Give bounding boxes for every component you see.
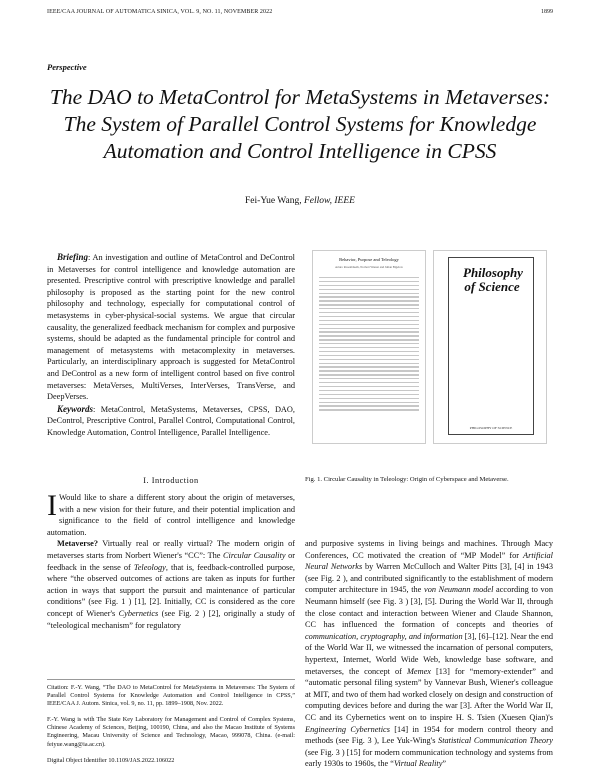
briefing-text: : An investigation and outline of MetaControl and DeControl in Metaverses for control intelligence and knowledge automation are presented. Prescriptive control with prescriptive knowledge and parallel philosophy is proposed as the starting point for the new control philosophy and technology, especially for computational control of metasystems in cyber-physical-social systems. We argue that circular causality, the generalized feedback mechanism for complex and purposive systems, should be adapted as the fundamental principle for control and management of metasystems with metacomplexity in metaverses. Particularly, an interdisciplinary approach is suggested for MetaControl and DeControl as a new form of intelligent control based on five control metaverses: MetaVerses, MultiVerses, InterVerses, TransVerse, and DeepVerses.	[47, 253, 295, 402]
abstract-block	[47, 252, 295, 439]
affiliation-footnote: F.-Y. Wang is with The State Key Laboratory for Management and Control of Complex Systems, Chinese Academy of Sciences, Beijing, 100190, China, and also the Macao Institute of Systems Engineering, Macau University of Science and Technology, Macao, 999078, China. (e-mail: feiyue.wang@ia.ac.cn).	[47, 716, 295, 748]
intro-body	[47, 489, 295, 631]
keywords-text: : MetaControl, MetaSystems, Metaverses, CPSS, DAO, DeControl, Prescriptive Control, Parallel Control, Computational Control, Knowledge Automation, Control Intelligence, Parallel Intelligence.	[47, 404, 295, 437]
figure-caption: Fig. 1. Circular Causality in Teleology: Origin of Cyberspace and Metaverse.	[305, 476, 509, 483]
rt-a: and purposive systems in living beings and machines. Through Macy Conferences, CC motivated the creation of “MP Model” for	[305, 539, 553, 560]
journal-cover-image	[433, 250, 547, 444]
author-name: Fei-Yue Wang,	[245, 196, 302, 206]
page-number: 1899	[541, 9, 553, 15]
rt-ec: Engineering Cybernetics	[305, 724, 390, 734]
intro-heading: I. Introduction	[143, 476, 199, 485]
intro-p2-a: Virtually real or really virtual? The modern origin of metaverses starts from Norbert Wiener's “CC”: The	[47, 539, 295, 560]
article-title: Behavior, Purpose and Teleology	[339, 257, 399, 262]
cover-title: Philosophy of Science	[463, 265, 523, 294]
rt-g: (see Fig. 3 ) [15] for modern communication technology and systems from early 1930s to 1960s, the “	[305, 747, 553, 769]
briefing-label: Briefing	[57, 252, 89, 262]
figure-1	[312, 250, 545, 442]
journal-header: IEEE/CAA JOURNAL OF AUTOMATICA SINICA, VOL. 9, NO. 11, NOVEMBER 2022	[47, 9, 273, 15]
rt-h: ”	[442, 759, 447, 769]
intro-paragraph-1	[47, 489, 295, 538]
rt-e: [13] for “memory-extender” and “automatic personal filing system” by Vannevar Bush, Wiener's colleague at MIT, and two of them had worked closely on design and construction of computing devices before and during the war [3]. After the World War II, CC and its Cybernetics went on to inspire H. S. Tsien (Xuesen Qian)'s	[305, 666, 553, 722]
rt-cci: communication, cryptography, and information	[305, 631, 463, 641]
rt-ann: Artificial Neural Networks	[305, 550, 553, 572]
cover-frame	[448, 257, 534, 435]
rt-b: by Warren McCulloch and Walter Pitts [3], [4] in 1943 (see Fig. 2 ), and contributed significantly to the establishment of modern computer architecture in 1945, the	[305, 562, 554, 595]
rt-sct: Statistical Communication Theory	[438, 736, 553, 746]
section-label: Perspective	[47, 62, 87, 72]
intro-paragraph-2	[47, 538, 295, 631]
keywords-paragraph	[47, 404, 295, 439]
intro-p2-d: (see Fig. 2 ) [2], originally a study of “teleological mechanism” for regulatory	[47, 608, 295, 630]
intro-p2-circular: Circular Causality	[222, 550, 286, 560]
paper-title: The DAO to MetaControl for MetaSystems in Metaverses: The System of Parallel Control Systems for Knowledge Automation and Control Intelligence in CPSS	[49, 85, 551, 163]
rt-c: according to von Neumann himself (see Fig. 3 ) [3], [5]. During the World War II, through the close contact and interaction between Wiener and Claude Shannon, CC has influenced the formation of concepts and theories of	[305, 585, 553, 630]
author-line	[0, 196, 600, 206]
right-paragraph	[305, 538, 553, 770]
rt-vn: von Neumann model	[424, 585, 494, 595]
citation-footnote: Citation: F.-Y. Wang, “The DAO to MetaControl for MetaSystems in Metaverses: The System of Parallel Control Systems for Knowledge Automation and Control Intelligence in CPSS,” IEEE/CAA J. Autom. Sinica, vol. 9, no. 11, pp. 1899–1908, Nov. 2022.	[47, 684, 295, 708]
footnote-divider	[47, 679, 295, 680]
article-text-lines	[319, 277, 419, 413]
right-column-body	[305, 538, 553, 770]
drop-cap: I	[47, 489, 57, 522]
article-page-image	[312, 250, 426, 444]
briefing-paragraph	[47, 252, 295, 403]
intro-p2-b: or feedback in the sense of	[47, 550, 295, 572]
rt-vr: Virtual Reality	[393, 759, 443, 769]
article-authors: Arturo Rosenblueth, Norbert Wiener and Julian Bigelow	[335, 265, 403, 269]
metaverse-lead: Metaverse?	[57, 539, 98, 549]
rt-d: [3], [6]–[12]. Near the end of the World War II, we witnessed the incarnation of personal computers, hypertext, Internet, World Wide Web, knowledge base software, and metaverses, the concept of	[305, 631, 553, 676]
intro-p2-cybernetics: Cybernetics	[118, 608, 159, 618]
cover-footer: PHILOSOPHY OF SCIENCE	[469, 426, 513, 430]
intro-p1-text: Would like to share a different story about the origin of metaverses, with a new vision for their future, and their potential implication and significance to the field of control intelligence and knowledge automation.	[47, 493, 295, 537]
rt-f: [14] in 1954 for modern control theory and methods (see Fig. 3 ), Lee Yuk-Wing's	[305, 724, 553, 746]
rt-memex: Memex	[407, 666, 431, 676]
doi-footnote: Digital Object Identifier 10.1109/JAS.2022.106022	[47, 757, 175, 764]
intro-p2-teleology: Teleology	[133, 562, 166, 572]
author-role: Fellow, IEEE	[303, 196, 355, 206]
intro-p2-c: , that is, feedback-controlled purpose, where “the observed outcomes of actions are taken as inputs for further action in ways that support the pursuit and maintenance of particular conditions” (see Fig. 1 ) [1], [2]. Initially, CC is considered as the core concept of Wiener's	[47, 562, 295, 618]
keywords-label: Keywords	[57, 403, 93, 414]
